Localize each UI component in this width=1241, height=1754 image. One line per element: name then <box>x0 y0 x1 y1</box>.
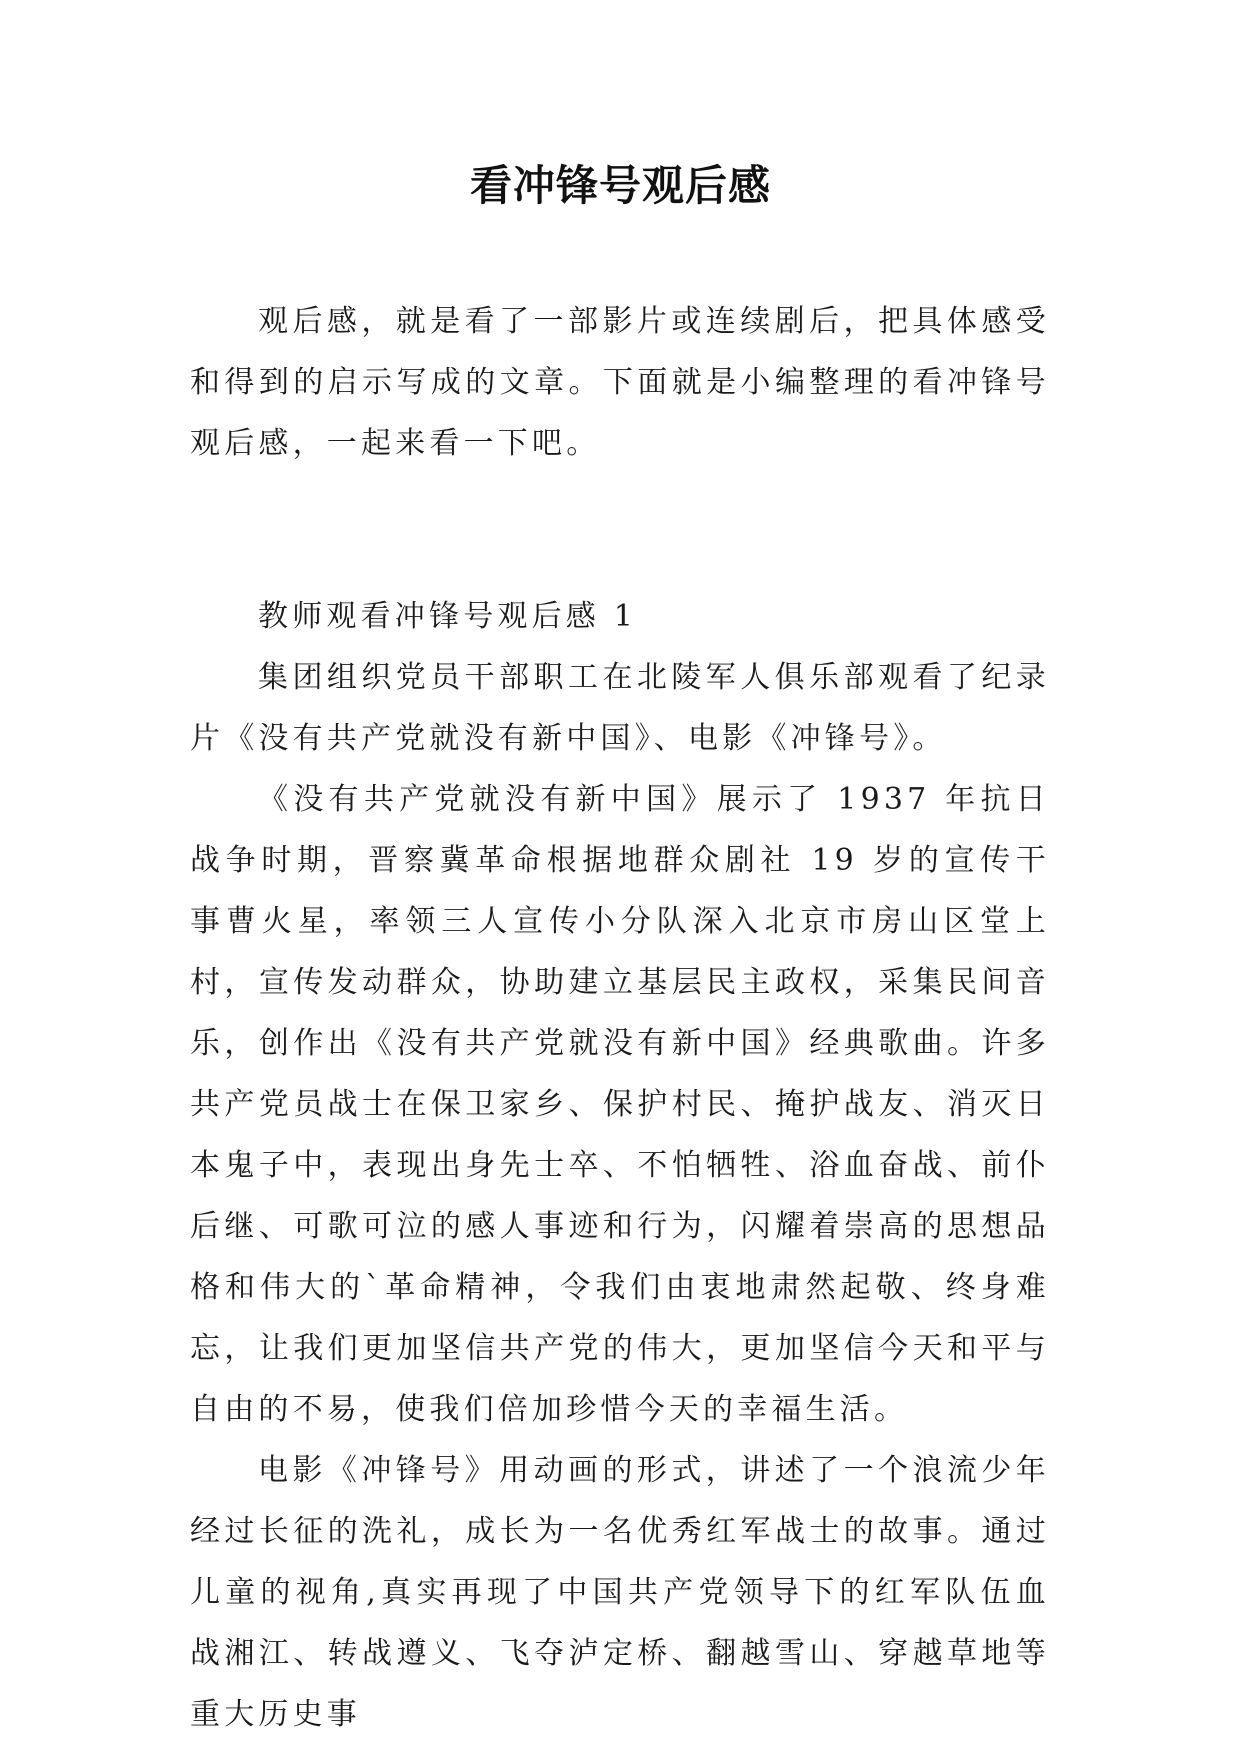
intro-paragraph: 观后感，就是看了一部影片或连续剧后，把具体感受和得到的启示写成的文章。下面就是小编整理的看冲锋号观后感，一起来看一下吧。 <box>190 304 1050 461</box>
body-paragraph: 集团组织党员干部职工在北陵军人俱乐部观看了纪录片《没有共产党就没有新中国》、电影《冲锋号》。 <box>190 660 1050 756</box>
body-paragraph: 电影《冲锋号》用动画的形式，讲述了一个浪流少年经过长征的洗礼，成长为一名优秀红军战士的故事。通过儿童的视角,真实再现了中国共产党领导下的红军队伍血战湘江、转战遵义、飞夺泸定桥、翻越雪山、穿越草地等重大历史事 <box>190 1453 1050 1732</box>
body-paragraph: 《没有共产党就没有新中国》展示了 1937 年抗日战争时期，晋察冀革命根据地群众剧社 19 岁的宣传干事曹火星，率领三人宣传小分队深入北京市房山区堂上村，宣传发动群众，协助建立基层民主政权，采集民间音乐，创作出《没有共产党就没有新中国》经典歌曲。许多共产党员战士在保卫家乡、保护村民、掩护战友、消灭日本鬼子中，表现出身先士卒、不怕牺牲、浴血奋战、前仆后继、可歌可泣的感人事迹和行为，闪耀着崇高的思想品格和伟大的`革命精神，令我们由衷地肃然起敬、终身难忘，让我们更加坚信共产党的伟大，更加坚信今天和平与自由的不易，使我们倍加珍惜今天的幸福生活。 <box>190 782 1050 1427</box>
document-body <box>190 291 1050 1745</box>
document-title: 看冲锋号观后感 <box>469 161 771 210</box>
section-heading: 教师观看冲锋号观后感 1 <box>258 599 638 634</box>
